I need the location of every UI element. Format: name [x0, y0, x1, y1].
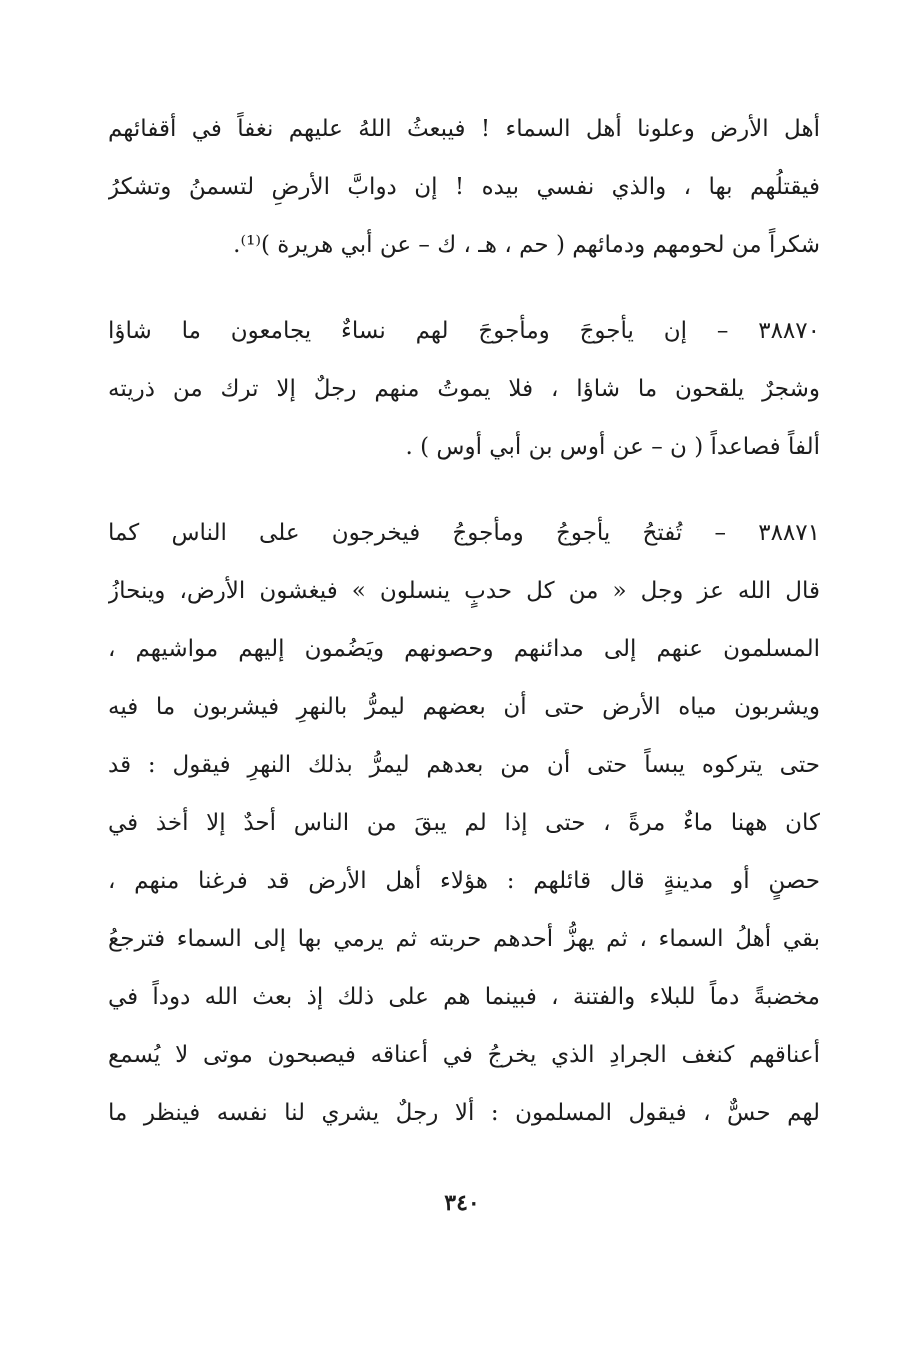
text-line: ٣٨٨٧٠ – إن يأجوجَ ومأجوجَ لهم نساءٌ يجامعون ما شاؤا [108, 318, 820, 344]
text-line: ألفاً فصاعداً ( ن – عن أوس بن أبي أوس ) . [405, 434, 820, 460]
text-line: لهم حسٌّ ، فيقول المسلمون : ألا رجلٌ يشري لنا نفسه فينظر ما [108, 1100, 820, 1126]
text-line: كان ههنا ماءٌ مرةً ، حتى إذا لم يبقَ من الناس أحدٌ إلا أخذ في [108, 810, 820, 836]
hadith-38870 [108, 302, 820, 476]
text-line: أهل الأرض وعلونا أهل السماء ! فيبعثُ اللهُ عليهم نغفاً في أقفائهم [108, 116, 820, 142]
text-line: حتى يتركوه يبساً حتى أن من بعدهم ليمرُّ بذلك النهرِ فيقول : قد [108, 752, 820, 778]
text-line: ويشربون مياه الأرض حتى أن بعضهم ليمرُّ بالنهرِ فيشربون ما فيه [108, 694, 820, 720]
paragraph-continuation [108, 100, 820, 274]
text-line: ٣٨٨٧١ – تُفتحُ يأجوجُ ومأجوجُ فيخرجون على الناس كما [108, 520, 820, 546]
text-line: بقي أهلُ السماء ، ثم يهزُّ أحدهم حربته ثم يرمي بها إلى السماء فترجعُ [108, 926, 820, 952]
text-line: المسلمون عنهم إلى مدائنهم وحصونهم ويَضُمون إليهم مواشيهم ، [108, 636, 820, 662]
text-line: مخضبةً دماً للبلاء والفتنة ، فبينما هم على ذلك إذ بعث الله دوداً في [108, 984, 820, 1010]
text-line: وشجرٌ يلقحون ما شاؤا ، فلا يموتُ منهم رجلٌ إلا ترك من ذريته [108, 376, 820, 402]
text-line: حصنٍ أو مدينةٍ قال قائلهم : هؤلاء أهل الأرض قد فرغنا منهم ، [108, 868, 820, 894]
text-line: فيقتلُهم بها ، والذي نفسي بيده ! إن دوابَّ الأرضِ لتسمنُ وتشكرُ [108, 174, 820, 200]
text-line: أعناقهم كنغف الجرادِ الذي يخرجُ في أعناقه فيصبحون موتى لا يُسمع [108, 1042, 820, 1068]
text-line: قال الله عز وجل « من كل حدبٍ ينسلون » فيغشون الأرض، وينحازُ [108, 578, 820, 604]
hadith-38871 [108, 504, 820, 1142]
text-line: شكراً من لحومهم ودمائهم ( حم ، هـ ، ك – عن أبي هريرة )⁽¹⁾. [233, 232, 820, 258]
page-number: ٣٤٠ [444, 1190, 480, 1216]
